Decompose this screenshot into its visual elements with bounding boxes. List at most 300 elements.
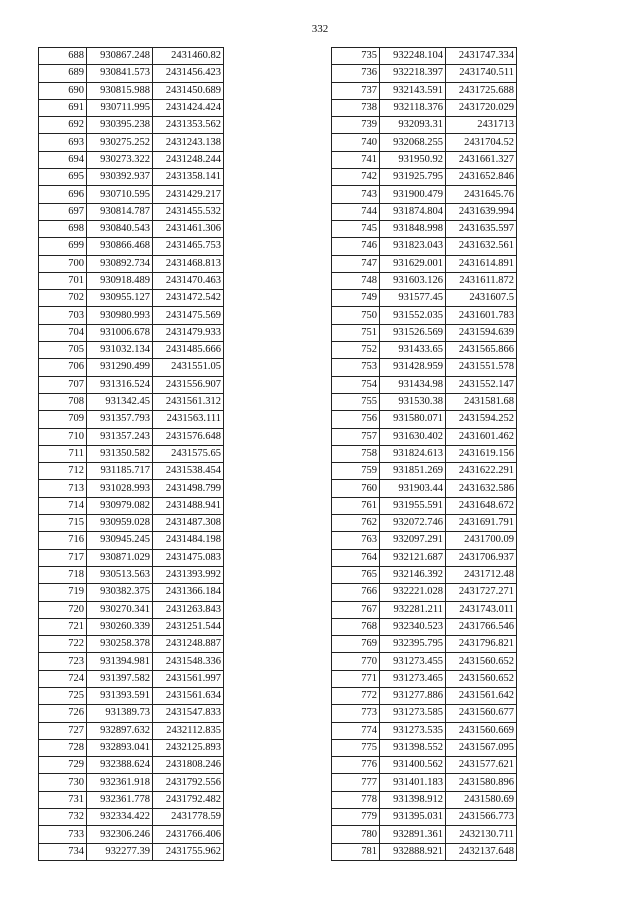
- table-row: [332, 411, 517, 428]
- x-coordinate-cell: 931398.552: [380, 739, 446, 756]
- table-row: [332, 497, 517, 514]
- table-row: [39, 463, 224, 480]
- page-number: 332: [311, 23, 329, 35]
- x-coordinate-cell: 931350.582: [87, 445, 153, 462]
- x-coordinate-cell: 931428.959: [380, 359, 446, 376]
- y-coordinate-cell: 2431484.198: [153, 532, 224, 549]
- point-number-cell: 711: [39, 445, 87, 462]
- x-coordinate-cell: 932068.255: [380, 134, 446, 151]
- y-coordinate-cell: 2431632.561: [446, 238, 517, 255]
- point-number-cell: 774: [332, 722, 380, 739]
- y-coordinate-cell: 2431704.52: [446, 134, 517, 151]
- x-coordinate-cell: 930955.127: [87, 290, 153, 307]
- x-coordinate-cell: 930260.339: [87, 618, 153, 635]
- point-number-cell: 698: [39, 220, 87, 237]
- y-coordinate-cell: 2431429.217: [153, 186, 224, 203]
- y-coordinate-cell: 2431248.887: [153, 636, 224, 653]
- point-number-cell: 694: [39, 151, 87, 168]
- point-number-cell: 724: [39, 670, 87, 687]
- x-coordinate-cell: 931290.499: [87, 359, 153, 376]
- y-coordinate-cell: 2431747.334: [446, 48, 517, 65]
- table-row: [39, 48, 224, 65]
- x-coordinate-cell: 931273.585: [380, 705, 446, 722]
- table-row: [39, 220, 224, 237]
- x-coordinate-cell: 930270.341: [87, 601, 153, 618]
- x-coordinate-cell: 930273.322: [87, 151, 153, 168]
- point-number-cell: 728: [39, 739, 87, 756]
- x-coordinate-cell: 932143.591: [380, 82, 446, 99]
- point-number-cell: 696: [39, 186, 87, 203]
- x-coordinate-cell: 931185.717: [87, 463, 153, 480]
- y-coordinate-cell: 2431560.677: [446, 705, 517, 722]
- point-number-cell: 734: [39, 843, 87, 860]
- y-coordinate-cell: 2431393.992: [153, 566, 224, 583]
- y-coordinate-cell: 2431560.652: [446, 670, 517, 687]
- table-row: [39, 186, 224, 203]
- point-number-cell: 779: [332, 809, 380, 826]
- table-row: [39, 203, 224, 220]
- point-number-cell: 777: [332, 774, 380, 791]
- table-row: [332, 445, 517, 462]
- table-row: [332, 601, 517, 618]
- table-row: [332, 687, 517, 704]
- y-coordinate-cell: 2431551.578: [446, 359, 517, 376]
- point-number-cell: 758: [332, 445, 380, 462]
- y-coordinate-cell: 2431560.652: [446, 653, 517, 670]
- table-row: [39, 272, 224, 289]
- x-coordinate-cell: 930980.993: [87, 307, 153, 324]
- y-coordinate-cell: 2431567.095: [446, 739, 517, 756]
- y-coordinate-cell: 2431468.813: [153, 255, 224, 272]
- y-coordinate-cell: 2431576.648: [153, 428, 224, 445]
- x-coordinate-cell: 932281.211: [380, 601, 446, 618]
- point-number-cell: 749: [332, 290, 380, 307]
- table-row: [39, 342, 224, 359]
- y-coordinate-cell: 2431475.083: [153, 549, 224, 566]
- point-number-cell: 769: [332, 636, 380, 653]
- table-row: [39, 601, 224, 618]
- x-coordinate-cell: 931552.035: [380, 307, 446, 324]
- point-number-cell: 755: [332, 393, 380, 410]
- table-row: [332, 809, 517, 826]
- x-coordinate-cell: 930841.573: [87, 65, 153, 82]
- point-number-cell: 695: [39, 169, 87, 186]
- point-number-cell: 709: [39, 411, 87, 428]
- table-row: [332, 791, 517, 808]
- y-coordinate-cell: 2431456.423: [153, 65, 224, 82]
- table-row: [39, 82, 224, 99]
- x-coordinate-cell: 931851.269: [380, 463, 446, 480]
- x-coordinate-cell: 930959.028: [87, 515, 153, 532]
- point-number-cell: 719: [39, 584, 87, 601]
- y-coordinate-cell: 2431465.753: [153, 238, 224, 255]
- x-coordinate-cell: 931950.92: [380, 151, 446, 168]
- x-coordinate-cell: 931433.65: [380, 342, 446, 359]
- x-coordinate-cell: 931900.479: [380, 186, 446, 203]
- x-coordinate-cell: 931395.031: [380, 809, 446, 826]
- table-row: [39, 826, 224, 843]
- x-coordinate-cell: 932888.921: [380, 843, 446, 860]
- y-coordinate-cell: 2431614.891: [446, 255, 517, 272]
- point-number-cell: 752: [332, 342, 380, 359]
- table-row: [332, 99, 517, 116]
- point-number-cell: 688: [39, 48, 87, 65]
- y-coordinate-cell: 2431460.82: [153, 48, 224, 65]
- point-number-cell: 732: [39, 809, 87, 826]
- point-number-cell: 703: [39, 307, 87, 324]
- x-coordinate-cell: 931273.535: [380, 722, 446, 739]
- table-row: [39, 169, 224, 186]
- table-row: [332, 65, 517, 82]
- point-number-cell: 731: [39, 791, 87, 808]
- point-number-cell: 745: [332, 220, 380, 237]
- x-coordinate-cell: 931630.402: [380, 428, 446, 445]
- x-coordinate-cell: 930871.029: [87, 549, 153, 566]
- x-coordinate-cell: 932361.778: [87, 791, 153, 808]
- x-coordinate-cell: 932277.39: [87, 843, 153, 860]
- x-coordinate-cell: 930711.995: [87, 99, 153, 116]
- y-coordinate-cell: 2431358.141: [153, 169, 224, 186]
- x-coordinate-cell: 931006.678: [87, 324, 153, 341]
- point-number-cell: 780: [332, 826, 380, 843]
- table-row: [332, 532, 517, 549]
- table-row: [332, 186, 517, 203]
- x-coordinate-cell: 931603.126: [380, 272, 446, 289]
- x-coordinate-cell: 931032.134: [87, 342, 153, 359]
- table-row: [332, 134, 517, 151]
- table-row: [39, 705, 224, 722]
- point-number-cell: 775: [332, 739, 380, 756]
- point-number-cell: 746: [332, 238, 380, 255]
- y-coordinate-cell: 2431601.783: [446, 307, 517, 324]
- x-coordinate-cell: 930513.563: [87, 566, 153, 583]
- y-coordinate-cell: 2431552.147: [446, 376, 517, 393]
- y-coordinate-cell: 2431479.933: [153, 324, 224, 341]
- table-row: [332, 307, 517, 324]
- table-row: [332, 670, 517, 687]
- point-number-cell: 712: [39, 463, 87, 480]
- y-coordinate-cell: 2431713: [446, 117, 517, 134]
- point-number-cell: 750: [332, 307, 380, 324]
- y-coordinate-cell: 2431594.252: [446, 411, 517, 428]
- table-row: [332, 169, 517, 186]
- point-number-cell: 723: [39, 653, 87, 670]
- y-coordinate-cell: 2431561.312: [153, 393, 224, 410]
- point-number-cell: 753: [332, 359, 380, 376]
- point-number-cell: 756: [332, 411, 380, 428]
- x-coordinate-cell: 931526.569: [380, 324, 446, 341]
- x-coordinate-cell: 931277.886: [380, 687, 446, 704]
- point-number-cell: 766: [332, 584, 380, 601]
- x-coordinate-cell: 930815.988: [87, 82, 153, 99]
- table-row: [332, 342, 517, 359]
- y-coordinate-cell: 2431700.09: [446, 532, 517, 549]
- y-coordinate-cell: 2431353.562: [153, 117, 224, 134]
- point-number-cell: 765: [332, 566, 380, 583]
- table-row: [39, 324, 224, 341]
- x-coordinate-cell: 932893.041: [87, 739, 153, 756]
- point-number-cell: 754: [332, 376, 380, 393]
- y-coordinate-cell: 2431472.542: [153, 290, 224, 307]
- y-coordinate-cell: 2431766.546: [446, 618, 517, 635]
- y-coordinate-cell: 2431691.791: [446, 515, 517, 532]
- x-coordinate-cell: 932306.246: [87, 826, 153, 843]
- point-number-cell: 729: [39, 757, 87, 774]
- point-number-cell: 762: [332, 515, 380, 532]
- table-row: [332, 48, 517, 65]
- point-number-cell: 773: [332, 705, 380, 722]
- x-coordinate-cell: 932897.632: [87, 722, 153, 739]
- x-coordinate-cell: 931357.243: [87, 428, 153, 445]
- point-number-cell: 704: [39, 324, 87, 341]
- x-coordinate-cell: 931028.993: [87, 480, 153, 497]
- point-number-cell: 707: [39, 376, 87, 393]
- x-coordinate-cell: 931874.804: [380, 203, 446, 220]
- table-row: [39, 393, 224, 410]
- x-coordinate-cell: 931342.45: [87, 393, 153, 410]
- point-number-cell: 768: [332, 618, 380, 635]
- y-coordinate-cell: 2432112.835: [153, 722, 224, 739]
- point-number-cell: 735: [332, 48, 380, 65]
- y-coordinate-cell: 2431581.68: [446, 393, 517, 410]
- table-row: [332, 722, 517, 739]
- point-number-cell: 722: [39, 636, 87, 653]
- point-number-cell: 715: [39, 515, 87, 532]
- point-number-cell: 738: [332, 99, 380, 116]
- point-number-cell: 690: [39, 82, 87, 99]
- y-coordinate-cell: 2431424.424: [153, 99, 224, 116]
- table-row: [332, 359, 517, 376]
- point-number-cell: 759: [332, 463, 380, 480]
- y-coordinate-cell: 2431778.59: [153, 809, 224, 826]
- point-number-cell: 700: [39, 255, 87, 272]
- y-coordinate-cell: 2431648.672: [446, 497, 517, 514]
- point-number-cell: 706: [39, 359, 87, 376]
- table-row: [332, 757, 517, 774]
- x-coordinate-cell: 931848.998: [380, 220, 446, 237]
- x-coordinate-cell: 932891.361: [380, 826, 446, 843]
- point-number-cell: 699: [39, 238, 87, 255]
- y-coordinate-cell: 2431611.872: [446, 272, 517, 289]
- x-coordinate-cell: 930258.378: [87, 636, 153, 653]
- table-row: [39, 791, 224, 808]
- point-number-cell: 714: [39, 497, 87, 514]
- table-row: [39, 584, 224, 601]
- point-number-cell: 778: [332, 791, 380, 808]
- y-coordinate-cell: 2431622.291: [446, 463, 517, 480]
- table-row: [332, 515, 517, 532]
- y-coordinate-cell: 2431565.866: [446, 342, 517, 359]
- point-number-cell: 760: [332, 480, 380, 497]
- point-number-cell: 757: [332, 428, 380, 445]
- table-row: [332, 843, 517, 860]
- x-coordinate-cell: 930945.245: [87, 532, 153, 549]
- table-row: [39, 515, 224, 532]
- table-row: [39, 65, 224, 82]
- y-coordinate-cell: 2431635.597: [446, 220, 517, 237]
- y-coordinate-cell: 2431551.05: [153, 359, 224, 376]
- point-number-cell: 761: [332, 497, 380, 514]
- x-coordinate-cell: 930840.543: [87, 220, 153, 237]
- table-row: [332, 238, 517, 255]
- x-coordinate-cell: 930710.595: [87, 186, 153, 203]
- table-row: [39, 134, 224, 151]
- x-coordinate-cell: 930979.082: [87, 497, 153, 514]
- point-number-cell: 739: [332, 117, 380, 134]
- table-row: [39, 151, 224, 168]
- y-coordinate-cell: 2431556.907: [153, 376, 224, 393]
- y-coordinate-cell: 2432125.893: [153, 739, 224, 756]
- table-row: [39, 636, 224, 653]
- table-row: [332, 463, 517, 480]
- y-coordinate-cell: 2431607.5: [446, 290, 517, 307]
- x-coordinate-cell: 932093.31: [380, 117, 446, 134]
- y-coordinate-cell: 2431366.184: [153, 584, 224, 601]
- y-coordinate-cell: 2432130.711: [446, 826, 517, 843]
- point-number-cell: 764: [332, 549, 380, 566]
- point-number-cell: 718: [39, 566, 87, 583]
- x-coordinate-cell: 930892.734: [87, 255, 153, 272]
- y-coordinate-cell: 2431251.544: [153, 618, 224, 635]
- table-row: [332, 584, 517, 601]
- x-coordinate-cell: 931393.591: [87, 687, 153, 704]
- table-row: [39, 549, 224, 566]
- point-number-cell: 721: [39, 618, 87, 635]
- y-coordinate-cell: 2431580.69: [446, 791, 517, 808]
- y-coordinate-cell: 2431808.246: [153, 757, 224, 774]
- x-coordinate-cell: 931530.38: [380, 393, 446, 410]
- x-coordinate-cell: 932395.795: [380, 636, 446, 653]
- table-row: [39, 739, 224, 756]
- y-coordinate-cell: 2431580.896: [446, 774, 517, 791]
- x-coordinate-cell: 931316.524: [87, 376, 153, 393]
- coordinates-table-right: [331, 47, 517, 861]
- table-row: [39, 359, 224, 376]
- y-coordinate-cell: 2431547.833: [153, 705, 224, 722]
- coordinates-table-left: [38, 47, 224, 861]
- x-coordinate-cell: 932334.422: [87, 809, 153, 826]
- y-coordinate-cell: 2431475.569: [153, 307, 224, 324]
- y-coordinate-cell: 2431538.454: [153, 463, 224, 480]
- table-row: [332, 549, 517, 566]
- y-coordinate-cell: 2432137.648: [446, 843, 517, 860]
- x-coordinate-cell: 932361.918: [87, 774, 153, 791]
- y-coordinate-cell: 2431488.941: [153, 497, 224, 514]
- point-number-cell: 776: [332, 757, 380, 774]
- y-coordinate-cell: 2431661.327: [446, 151, 517, 168]
- x-coordinate-cell: 931389.73: [87, 705, 153, 722]
- y-coordinate-cell: 2431601.462: [446, 428, 517, 445]
- table-row: [39, 290, 224, 307]
- x-coordinate-cell: 932118.376: [380, 99, 446, 116]
- y-coordinate-cell: 2431563.111: [153, 411, 224, 428]
- y-coordinate-cell: 2431740.511: [446, 65, 517, 82]
- table-row: [39, 255, 224, 272]
- x-coordinate-cell: 931357.793: [87, 411, 153, 428]
- table-row: [39, 774, 224, 791]
- y-coordinate-cell: 2431652.846: [446, 169, 517, 186]
- y-coordinate-cell: 2431796.821: [446, 636, 517, 653]
- x-coordinate-cell: 931955.591: [380, 497, 446, 514]
- x-coordinate-cell: 930918.489: [87, 272, 153, 289]
- y-coordinate-cell: 2431766.406: [153, 826, 224, 843]
- point-number-cell: 708: [39, 393, 87, 410]
- table-row: [39, 843, 224, 860]
- table-row: [39, 566, 224, 583]
- y-coordinate-cell: 2431712.48: [446, 566, 517, 583]
- point-number-cell: 692: [39, 117, 87, 134]
- table-row: [332, 739, 517, 756]
- y-coordinate-cell: 2431792.482: [153, 791, 224, 808]
- table-row: [332, 220, 517, 237]
- x-coordinate-cell: 931394.981: [87, 653, 153, 670]
- point-number-cell: 691: [39, 99, 87, 116]
- table-row: [39, 532, 224, 549]
- table-row: [39, 757, 224, 774]
- point-number-cell: 751: [332, 324, 380, 341]
- table-row: [332, 428, 517, 445]
- table-row: [39, 445, 224, 462]
- x-coordinate-cell: 931580.071: [380, 411, 446, 428]
- table-row: [332, 272, 517, 289]
- y-coordinate-cell: 2431577.621: [446, 757, 517, 774]
- table-row: [39, 809, 224, 826]
- x-coordinate-cell: 931400.562: [380, 757, 446, 774]
- y-coordinate-cell: 2431263.843: [153, 601, 224, 618]
- table-row: [39, 117, 224, 134]
- point-number-cell: 717: [39, 549, 87, 566]
- point-number-cell: 697: [39, 203, 87, 220]
- point-number-cell: 726: [39, 705, 87, 722]
- y-coordinate-cell: 2431485.666: [153, 342, 224, 359]
- y-coordinate-cell: 2431792.556: [153, 774, 224, 791]
- table-row: [39, 376, 224, 393]
- table-row: [332, 653, 517, 670]
- x-coordinate-cell: 931629.001: [380, 255, 446, 272]
- x-coordinate-cell: 930867.248: [87, 48, 153, 65]
- y-coordinate-cell: 2431498.799: [153, 480, 224, 497]
- point-number-cell: 736: [332, 65, 380, 82]
- x-coordinate-cell: 932146.392: [380, 566, 446, 583]
- point-number-cell: 705: [39, 342, 87, 359]
- table-row: [332, 117, 517, 134]
- x-coordinate-cell: 931273.455: [380, 653, 446, 670]
- y-coordinate-cell: 2431720.029: [446, 99, 517, 116]
- table-row: [332, 203, 517, 220]
- point-number-cell: 720: [39, 601, 87, 618]
- x-coordinate-cell: 931273.465: [380, 670, 446, 687]
- table-row: [332, 480, 517, 497]
- x-coordinate-cell: 931925.795: [380, 169, 446, 186]
- table-row: [332, 566, 517, 583]
- y-coordinate-cell: 2431727.271: [446, 584, 517, 601]
- point-number-cell: 701: [39, 272, 87, 289]
- table-row: [332, 376, 517, 393]
- table-row: [332, 826, 517, 843]
- point-number-cell: 733: [39, 826, 87, 843]
- y-coordinate-cell: 2431561.997: [153, 670, 224, 687]
- y-coordinate-cell: 2431450.689: [153, 82, 224, 99]
- x-coordinate-cell: 932340.523: [380, 618, 446, 635]
- point-number-cell: 725: [39, 687, 87, 704]
- table-row: [332, 151, 517, 168]
- point-number-cell: 767: [332, 601, 380, 618]
- point-number-cell: 693: [39, 134, 87, 151]
- y-coordinate-cell: 2431561.634: [153, 687, 224, 704]
- table-row: [332, 393, 517, 410]
- point-number-cell: 763: [332, 532, 380, 549]
- x-coordinate-cell: 932388.624: [87, 757, 153, 774]
